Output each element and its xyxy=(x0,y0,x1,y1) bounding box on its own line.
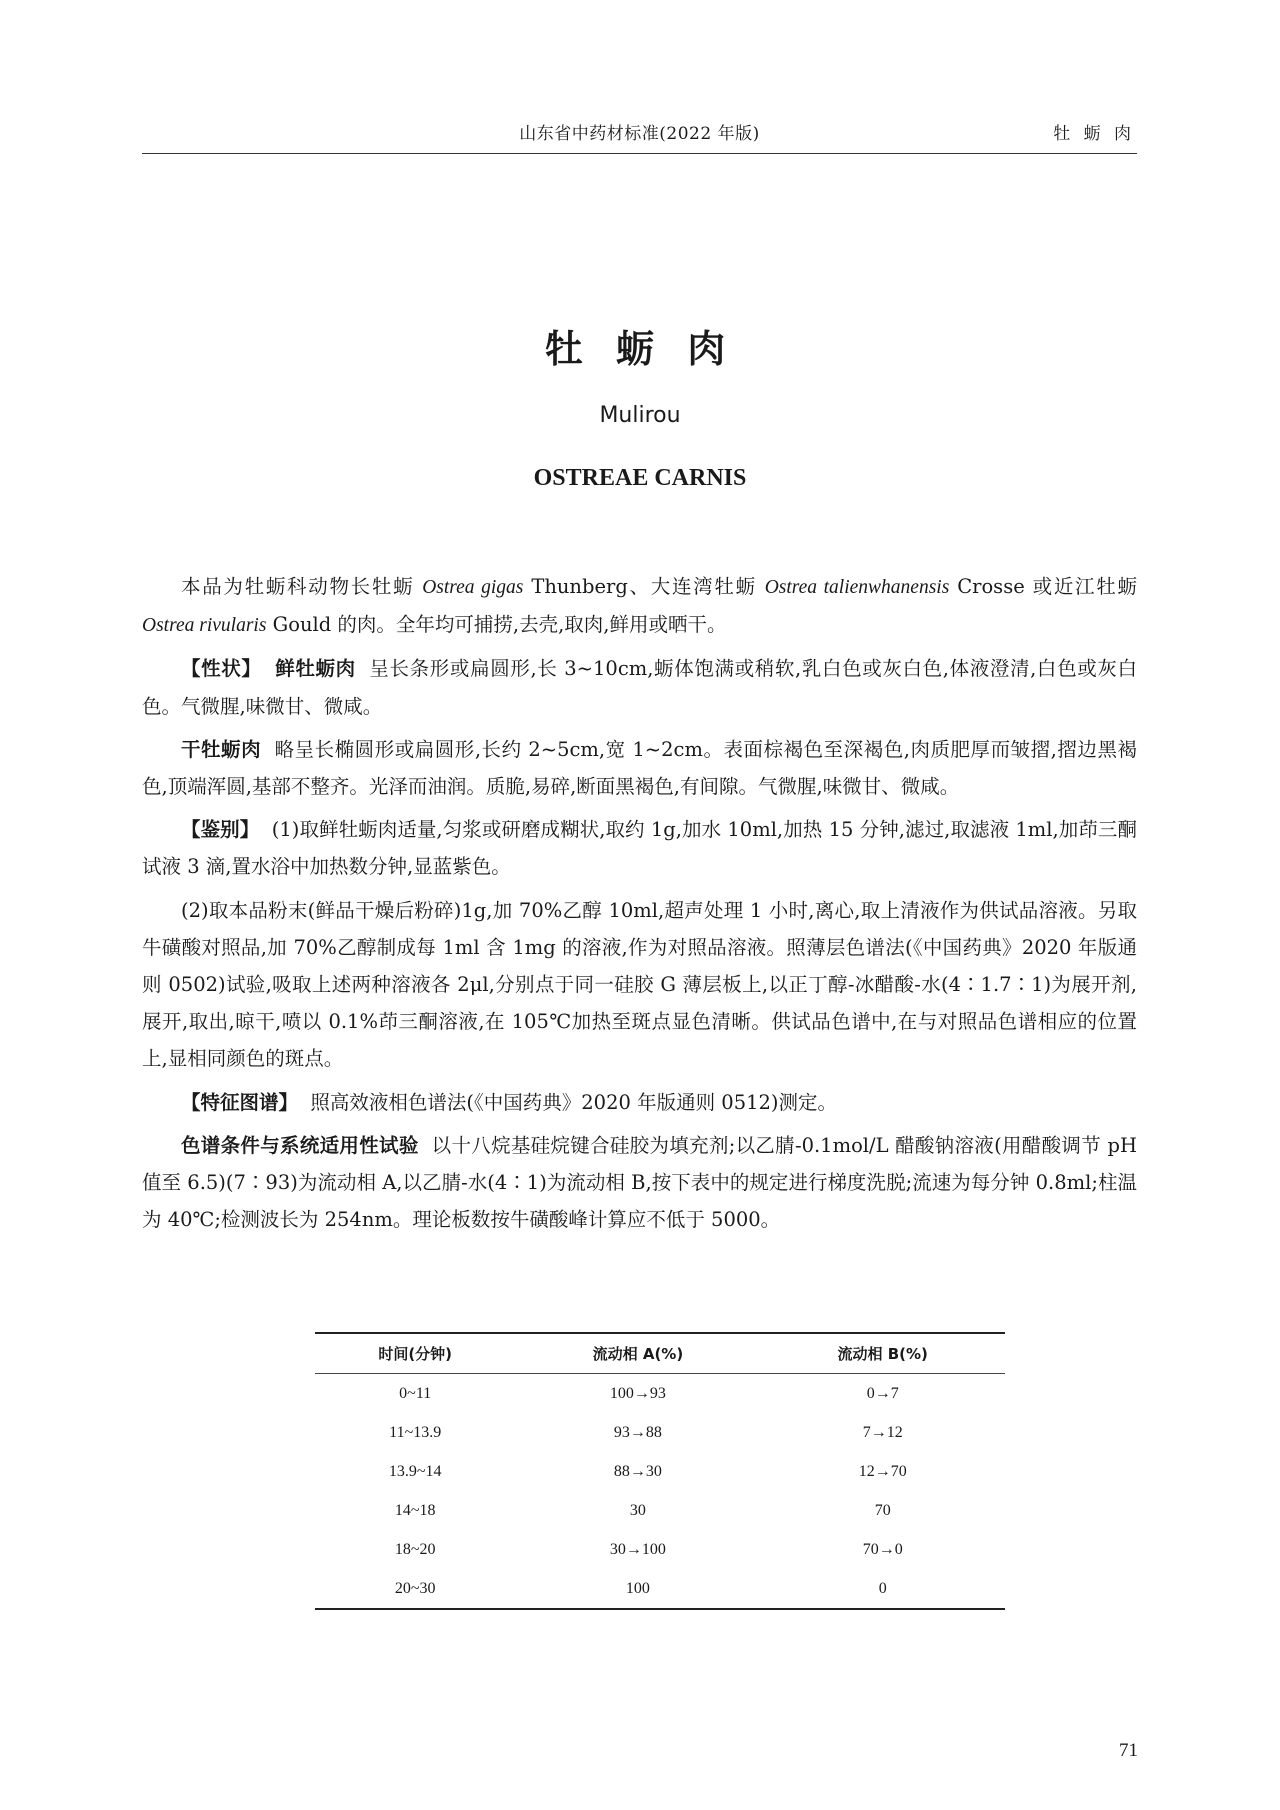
paragraph-characters-fresh xyxy=(142,650,1137,724)
fingerprint-text: 照高效液相色谱法(《中国药典》2020 年版通则 0512)测定。 xyxy=(310,1090,838,1114)
conditions-text: 以十八烷基硅烷键合硅胶为填充剂;以乙腈-0.1mol/L 醋酸钠溶液(用醋酸调节 pH 值至 6.5)(7∶93)为流动相 A,以乙腈-水(4∶1)为流动相 B,按下表中的规定进行梯度洗脱;流速为每分钟 0.8ml;柱温为 40℃;检测波长为 254nm。理论板数按牛磺酸峰计算应不低于 5000。 xyxy=(142,1133,1137,1232)
subsection-label-fresh: 鲜牡蛎肉 xyxy=(275,657,356,681)
cell-phase-b: 0 xyxy=(878,1579,887,1597)
cell-time: 20~30 xyxy=(394,1579,436,1597)
paragraph-source xyxy=(142,568,1137,644)
table-row xyxy=(315,1491,1005,1530)
source-text-4: Gould 的肉。全年均可捕捞,去壳,取肉,鲜用或晒干。 xyxy=(266,613,727,637)
species-name-2: Ostrea talienwhanensis xyxy=(764,577,950,598)
entry-title: 牡 蛎 肉 xyxy=(544,327,736,371)
column-header-phase-a: 流动相 A(%) xyxy=(515,1333,760,1374)
section-label-fingerprint: 【特征图谱】 xyxy=(181,1090,299,1114)
cell-phase-a: 93→88 xyxy=(613,1423,662,1441)
cell-time: 11~13.9 xyxy=(389,1423,442,1441)
cell-time: 18~20 xyxy=(394,1540,436,1558)
cell-phase-a: 100→93 xyxy=(609,1384,666,1402)
entry-body xyxy=(142,568,1137,1238)
running-header xyxy=(142,113,1137,154)
section-label-characters: 【性状】 xyxy=(181,657,262,681)
column-header-time: 时间(分钟) xyxy=(315,1333,515,1374)
entry-pinyin: Mulirou xyxy=(599,403,681,428)
column-header-phase-b: 流动相 B(%) xyxy=(760,1333,1005,1374)
cell-time: 13.9~14 xyxy=(388,1462,442,1480)
table-row xyxy=(315,1530,1005,1569)
table-row xyxy=(315,1374,1005,1414)
species-name-3: Ostrea rivularis xyxy=(142,615,267,637)
source-text-1: 本品为牡蛎科动物长牡蛎 xyxy=(181,575,423,598)
page-number: 71 xyxy=(1119,1740,1138,1761)
paragraph-identification-2 xyxy=(142,892,1137,1078)
cell-phase-b: 0→7 xyxy=(866,1384,899,1402)
characters-fresh-text: 呈长条形或扁圆形,长 3~10cm,蛎体饱满或稍软,乳白色或灰白色,体液澄清,白色或灰白色。气微腥,味微甘、微咸。 xyxy=(142,657,1137,718)
header-book-title: 山东省中药材标准(2022 年版) xyxy=(519,124,760,144)
paragraph-chromatographic-conditions xyxy=(142,1127,1137,1239)
cell-time: 14~18 xyxy=(394,1501,436,1519)
paragraph-identification-1 xyxy=(142,811,1137,885)
identification-2-text: (2)取本品粉末(鲜品干燥后粉碎)1g,加 70%乙醇 10ml,超声处理 1 小时,离心,取上清液作为供试品溶液。另取牛磺酸对照品,加 70%乙醇制成每 1ml 含 1mg 的溶液,作为对照品溶液。照薄层色谱法(《中国药典》2020 年版通则 0502)试验,吸取上述两种溶液各 2μl,分别点于同一硅胶 G 薄层板上,以正丁醇-冰醋酸-水(4∶1.7∶1)为展开剂,展开,取出,晾干,喷以 0.1%茚三酮溶液,在 105℃加热至斑点显色清晰。供试品色谱中,在与对照品色谱相应的位置上,显相同颜色的斑点。 xyxy=(142,898,1137,1071)
cell-phase-b: 70 xyxy=(874,1501,891,1519)
header-entry-name: 牡 蛎 肉 xyxy=(1053,124,1135,144)
source-text-3: Crosse 或近江牡蛎 xyxy=(949,575,1137,598)
cell-phase-a: 30→100 xyxy=(609,1540,666,1558)
table-row xyxy=(315,1413,1005,1452)
gradient-table xyxy=(315,1332,1005,1610)
cell-phase-a: 88→30 xyxy=(613,1462,662,1480)
cell-phase-a: 30 xyxy=(629,1501,646,1519)
table-row xyxy=(315,1452,1005,1491)
cell-phase-b: 12→70 xyxy=(858,1462,907,1480)
subsection-label-dry: 干牡蛎肉 xyxy=(181,737,262,761)
identification-1-text: (1)取鲜牡蛎肉适量,匀浆或研磨成糊状,取约 1g,加水 10ml,加热 15 分钟,滤过,取滤液 1ml,加茚三酮试液 3 滴,置水浴中加热数分钟,显蓝紫色。 xyxy=(142,818,1137,879)
cell-time: 0~11 xyxy=(399,1384,432,1402)
source-text-2: Thunberg、大连湾牡蛎 xyxy=(523,575,765,598)
table-header-row xyxy=(315,1333,1005,1374)
entry-latin-name: OSTREAE CARNIS xyxy=(533,465,747,491)
species-name-1: Ostrea gigas xyxy=(422,577,524,598)
table-row xyxy=(315,1569,1005,1609)
cell-phase-b: 70→0 xyxy=(862,1540,903,1558)
cell-phase-a: 100 xyxy=(625,1579,650,1597)
paragraph-fingerprint xyxy=(142,1084,1137,1121)
cell-phase-b: 7→12 xyxy=(862,1423,903,1441)
subsection-label-conditions: 色谱条件与系统适用性试验 xyxy=(181,1133,419,1157)
section-label-identification: 【鉴别】 xyxy=(181,818,260,842)
characters-dry-text: 略呈长椭圆形或扁圆形,长约 2~5cm,宽 1~2cm。表面棕褐色至深褐色,肉质肥厚而皱摺,摺边黑褐色,顶端浑圆,基部不整齐。光泽而油润。质脆,易碎,断面黑褐色,有间隙。气微腥,味微甘、微咸。 xyxy=(142,737,1137,799)
paragraph-characters-dry xyxy=(142,731,1137,805)
